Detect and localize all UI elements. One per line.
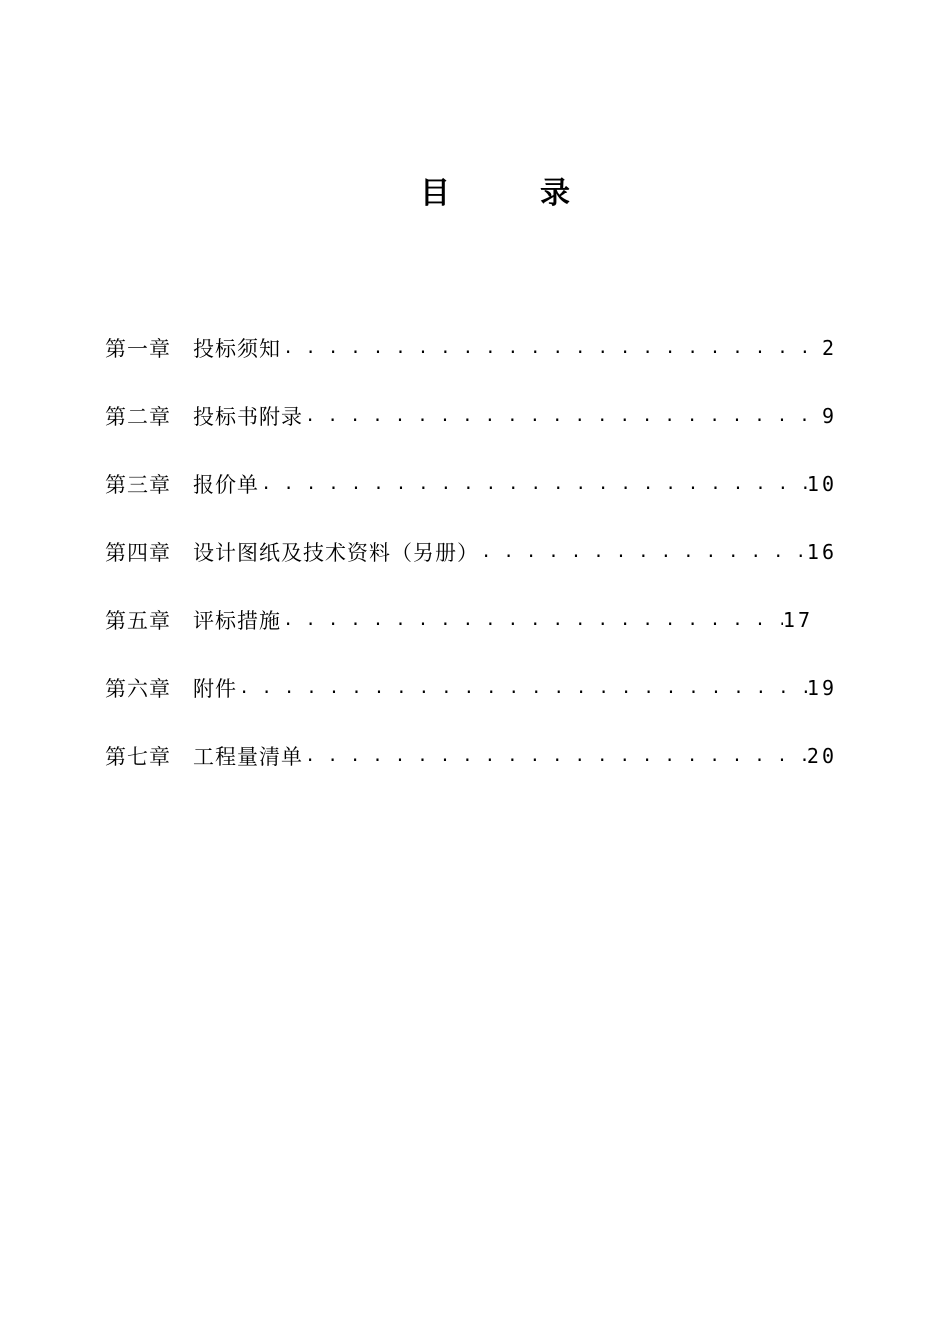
toc-dot-leader — [303, 396, 822, 436]
page-title — [0, 172, 950, 216]
toc-entry-title: 工程量清单 — [193, 745, 303, 769]
toc-entry-title: 投标书附录 — [193, 405, 303, 429]
toc-entry[interactable] — [105, 396, 837, 436]
toc-entry[interactable] — [105, 600, 813, 640]
toc-entry[interactable] — [105, 736, 837, 776]
toc-dot-leader — [479, 532, 807, 572]
toc-entry[interactable] — [105, 328, 837, 368]
toc-chapter-label: 第五章 — [105, 609, 171, 633]
toc-dot-leader — [259, 464, 807, 504]
toc-entry-title: 报价单 — [193, 473, 259, 497]
toc-page-number: 20 — [806, 744, 837, 768]
toc-entry[interactable] — [105, 668, 837, 708]
toc-chapter-label: 第六章 — [105, 677, 171, 701]
toc-chapter-label: 第一章 — [105, 337, 171, 361]
toc-dot-leader — [303, 736, 807, 776]
toc-entry[interactable] — [105, 464, 837, 504]
toc-page-number: 10 — [806, 472, 837, 496]
toc-page-number: 17 — [782, 608, 813, 632]
toc-page-number: 9 — [821, 404, 837, 428]
toc-chapter-label: 第三章 — [105, 473, 171, 497]
toc-entry-title: 设计图纸及技术资料（另册） — [193, 541, 479, 565]
toc-dot-leader — [281, 600, 783, 640]
toc-entry-title: 附件 — [193, 677, 237, 701]
title-char-2: 录 — [540, 176, 570, 211]
toc-entry-title: 投标须知 — [193, 337, 281, 361]
toc-chapter-label: 第四章 — [105, 541, 171, 565]
toc-chapter-label: 第二章 — [105, 405, 171, 429]
toc-page-number: 19 — [806, 676, 837, 700]
toc-page-number: 16 — [806, 540, 837, 564]
toc-chapter-label: 第七章 — [105, 745, 171, 769]
toc-page-number: 2 — [821, 336, 837, 360]
toc-dot-leader — [281, 328, 822, 368]
title-char-1: 目 — [420, 176, 450, 211]
toc-entry-title: 评标措施 — [193, 609, 281, 633]
toc-entry[interactable] — [105, 532, 837, 572]
toc-dot-leader — [237, 668, 807, 708]
